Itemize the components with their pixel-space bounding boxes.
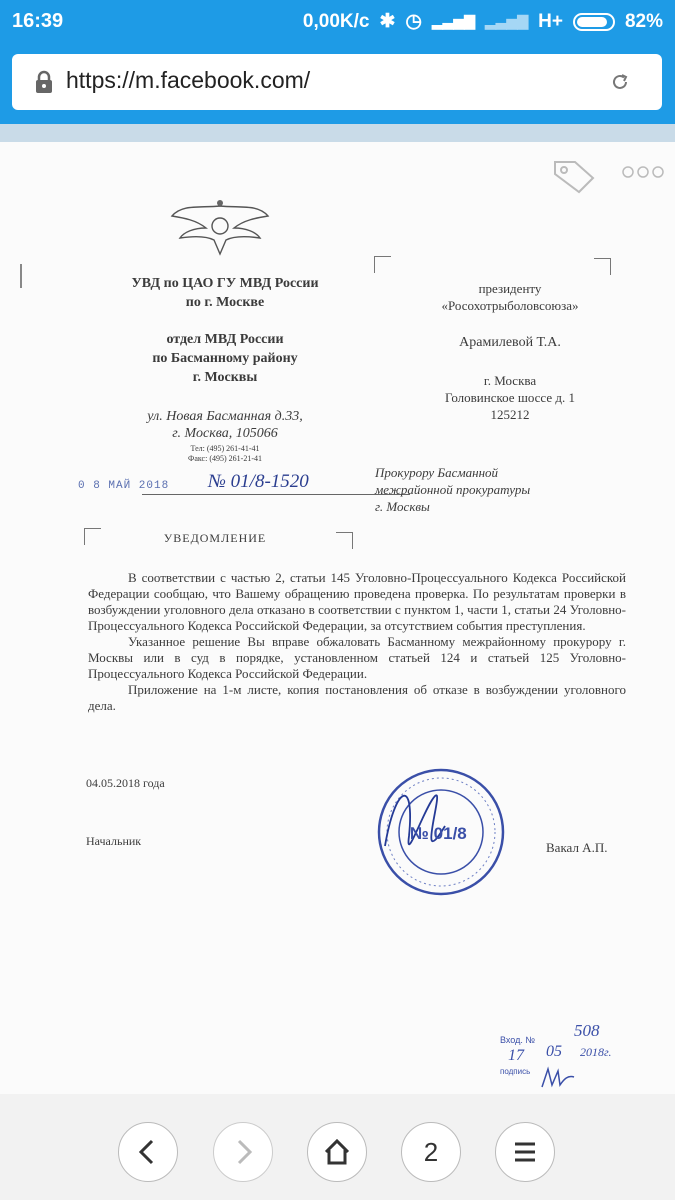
recipient-name: Арамилевой Т.А.: [459, 335, 561, 350]
copy-to-line-2: межрайонной прокуратуры: [375, 482, 531, 497]
incoming-signature-icon: [538, 1063, 578, 1091]
forward-button[interactable]: [213, 1122, 273, 1182]
address-line-2: г. Москва, 105066: [172, 426, 278, 441]
fax: Факс: (495) 261-21-41: [188, 454, 262, 463]
recipient-city: г. Москва: [483, 373, 537, 388]
document-body: [88, 570, 626, 714]
dept-line-1: отдел МВД России: [166, 332, 284, 347]
recipient-org: «Росохотрыболовсоюза»: [441, 298, 579, 313]
clock: 16:39: [12, 10, 64, 32]
incoming-number: 508: [574, 1021, 600, 1040]
battery-icon: [573, 13, 615, 31]
copy-to: [375, 464, 635, 515]
recipient-street: Головинское шоссе д. 1: [444, 390, 575, 405]
recipient-title: президенту: [478, 281, 542, 296]
copy-to-line-1: Прокурору Басманной: [375, 465, 499, 480]
phone: Тел: (495) 261-41-41: [190, 444, 260, 453]
header-dept: [80, 330, 370, 387]
stamp-number: № 01/8: [410, 824, 467, 843]
tab-count: 2: [423, 1137, 439, 1167]
incoming-label: Вход. №: [500, 1035, 536, 1045]
address-bar[interactable]: [12, 54, 662, 110]
back-arrow-icon: [118, 1122, 178, 1182]
document-date: 04.05.2018 года: [86, 776, 165, 790]
network-type: H+: [538, 10, 563, 32]
battery-level: 82%: [624, 10, 663, 32]
home-icon: [307, 1122, 367, 1182]
browser-toolbar: [0, 46, 675, 124]
menu-icon: [495, 1122, 555, 1182]
toolbar-shadow: [0, 124, 675, 142]
recipient-bracket-right: [594, 258, 611, 275]
incoming-month: 05: [546, 1043, 562, 1060]
document-image: [0, 142, 675, 1094]
reg-number: № 01/8-1520: [208, 471, 309, 492]
network-speed: 0,00K/c: [302, 10, 370, 32]
status-bar: [0, 0, 675, 46]
signatory-title: Начальник: [86, 834, 142, 848]
signal-icon: ▂▃▅▇: [431, 13, 476, 29]
recipient-block: [380, 280, 640, 314]
paragraph-2: Указанное решение Вы вправе обжаловать Басманному межрайонному прокурору г. Москвы или в суд в порядке, установленном статьей 124 и статьей 125 Уголовно-Процессуального Кодекса Российской Федерации.: [88, 634, 626, 681]
reg-underline: [142, 494, 410, 495]
sender-address: [80, 408, 370, 442]
back-button[interactable]: [118, 1122, 178, 1182]
header-line-1: УВД по ЦАО ГУ МВД России: [131, 276, 319, 291]
browser-bottom-nav: [0, 1094, 675, 1200]
incoming-sign-label: подпись: [500, 1067, 531, 1076]
reg-date-stamp: 0 8 МАЙ 2018: [78, 480, 170, 492]
incoming-day: 17: [508, 1047, 524, 1064]
dept-line-2: по Басманному району: [152, 351, 298, 366]
recipient-name-block: [380, 334, 640, 351]
alarm-icon: ◷: [405, 11, 422, 32]
sender-contacts: [80, 444, 370, 464]
eagle-emblem-icon: [170, 198, 270, 256]
forward-arrow-icon: [213, 1122, 273, 1182]
bluetooth-icon: ✱: [379, 11, 396, 32]
incoming-year: 2018г.: [580, 1045, 612, 1059]
url-text[interactable]: https://m.facebook.com/: [66, 67, 311, 93]
header-org: [80, 274, 370, 312]
tag-icon[interactable]: [551, 156, 597, 196]
paragraph-3: Приложение на 1-м листе, копия постановления об отказе в возбуждении уголовного дела.: [88, 682, 626, 713]
margin-mark: [20, 264, 22, 288]
recipient-bracket-left: [374, 256, 391, 273]
copy-to-line-3: г. Москвы: [375, 499, 430, 514]
registration-line: [78, 471, 348, 492]
header-line-2: по г. Москве: [185, 295, 265, 310]
signal-icon-2: ▂▃▅▇: [485, 13, 529, 29]
recipient-address: [380, 372, 640, 423]
document-title: УВЕДОМЛЕНИЕ: [163, 531, 267, 545]
address-line-1: ул. Новая Басманная д.33,: [147, 409, 303, 424]
home-button[interactable]: [307, 1122, 367, 1182]
recipient-zip: 125212: [490, 407, 530, 422]
signatory-name: Вакал А.П.: [546, 840, 608, 855]
incoming-mark: [498, 1021, 638, 1094]
menu-button[interactable]: [495, 1122, 555, 1182]
paragraph-1: В соответствии с частью 2, статьи 145 Уголовно-Процессуального Кодекса Российской Федерации сообщаю, что Вашему обращению проведена проверка. По результатам проверки в возбуждении уголовного дела отказано в соответствии с пунктом 1, части 1, статьи 24 Уголовно-Процессуального Кодекса Российской Федерации, за отсутствием события преступления.: [88, 570, 626, 633]
lock-icon: [34, 70, 54, 94]
reload-icon[interactable]: [608, 70, 632, 94]
tabs-button[interactable]: [401, 1122, 461, 1182]
more-icon[interactable]: [621, 164, 665, 180]
dept-line-3: г. Москвы: [192, 370, 258, 385]
status-icons: [303, 10, 663, 33]
